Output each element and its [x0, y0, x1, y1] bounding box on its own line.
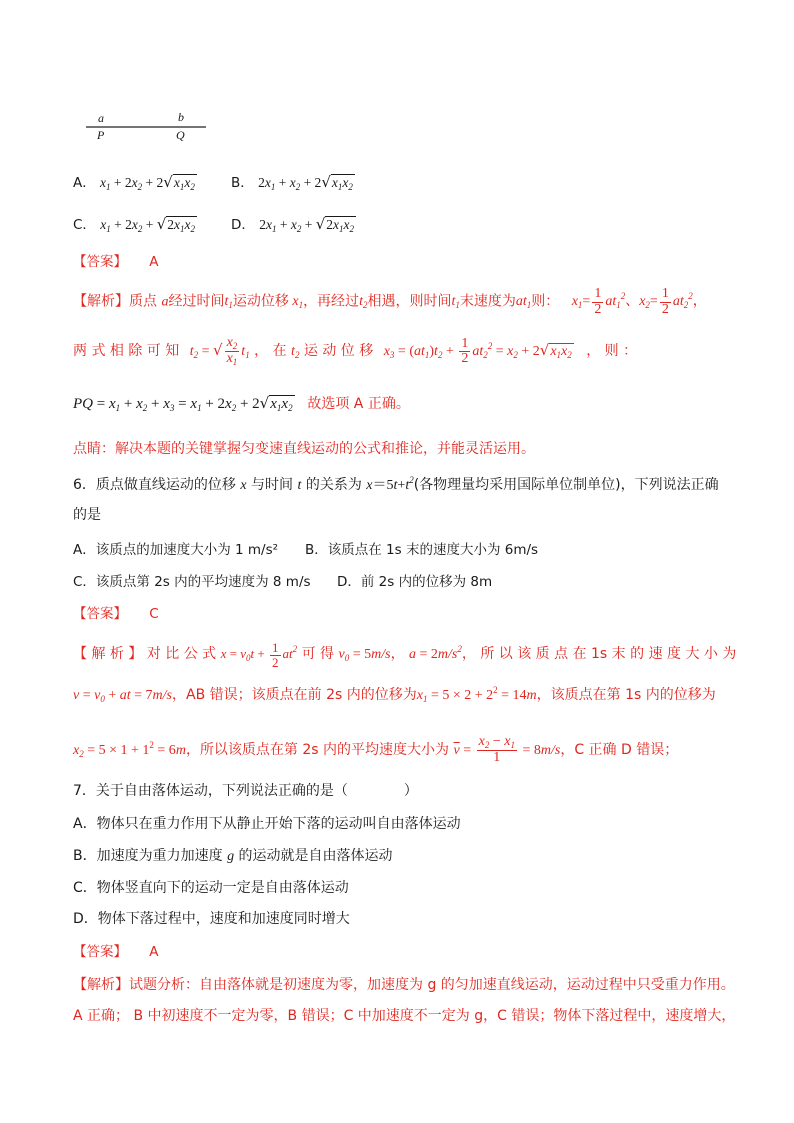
q6-formula-vbar: $\overline{v}$ = $\frac{x_2 - x_1}{1}$ = 8m/s — [453, 734, 561, 766]
label-a: a — [98, 111, 104, 125]
q6-formula-general: $x = v_0t$ + $\frac{1}{2}$ $at^2$ — [220, 640, 298, 670]
q6-stem-line1: 6．质点做直线运动的位移 x 与时间 t 的关系为 $x=5t+t^2$(各物理量均采用国际单位制单位)，下列说法正确 — [73, 475, 719, 493]
q6-answer — [73, 602, 159, 622]
q6-analysis-text: ，AB 错误；该质点在前 2s 内的位移为 — [172, 687, 417, 703]
q5-analysis-text: 质点 — [129, 293, 157, 310]
q5-analysis-text: 运 动 位 移 — [303, 343, 374, 360]
label-P: P — [97, 128, 105, 142]
q5-answer-label: 【答案】 — [73, 254, 127, 270]
q7-stem: 7．关于自由落体运动，下列说法正确的是（ ） — [73, 783, 418, 799]
q5-formula-t2: $t_2$ = √ $\frac{x_2}{x_1}$ $t_1$ — [189, 335, 250, 368]
q6-formula-v0: $v_0 = 5m/s$ — [338, 647, 391, 664]
q5-option-c-prefix: C． — [73, 217, 96, 233]
q7-analysis-line1 — [73, 974, 735, 994]
q5-option-c — [73, 213, 197, 234]
q6-option-a: A．该质点的加速度大小为 1 m/s² — [73, 542, 279, 558]
q5-analysis-text: 经过时间 — [168, 293, 225, 310]
q7-answer-label: 【答案】 — [73, 944, 127, 960]
q5-option-b-prefix: B． — [231, 175, 254, 191]
q5-tip-text: 解决本题的关键掌握匀变速直线运动的公式和推论，并能灵活运用。 — [115, 441, 535, 457]
q6-relation: $x=5t+t^2$ — [366, 475, 414, 493]
q6-analysis-text: ，C 正确 D 错误； — [560, 741, 679, 758]
q5-analysis-text: 运动位移 — [232, 293, 289, 310]
q5-analysis-text: 相遇，则时间 — [367, 293, 452, 310]
q6-answer-value: C — [149, 606, 159, 622]
q6-stem-line2: 的是 — [73, 507, 101, 523]
q5-analysis-text: ，再经过 — [303, 293, 360, 310]
q5-analysis-text: ， 在 — [254, 343, 287, 360]
q5-answer — [73, 250, 159, 270]
q5-answer-value: A — [149, 254, 159, 270]
q6-stem-text: 6．质点做直线运动的位移 — [73, 477, 236, 493]
q6-analysis-line2 — [73, 684, 716, 704]
q6-analysis-line1 — [73, 641, 736, 669]
q6-stem-text: 与时间 — [251, 477, 294, 493]
q7-analysis-line2: A 正确； B 中初速度不一定为零，B 错误；C 中加速度不一定为 g，C 错误；物体下落过程中，速度增大， — [73, 1008, 736, 1024]
q6-analysis-label: 【 解 析 】 — [73, 646, 143, 663]
q5-option-d — [231, 213, 356, 234]
q7-answer — [73, 940, 159, 960]
q5-analysis-conclusion: 故选项 A 正确。 — [307, 396, 410, 412]
q6-option-d: D．前 2s 内的位移为 8m — [337, 574, 493, 590]
q6-option-b: B．该质点在 1s 末的速度大小为 6m/s — [305, 542, 539, 558]
label-Q: Q — [176, 128, 185, 142]
q6-analysis-text: ，该质点在第 1s 内的位移为 — [536, 687, 716, 703]
q7-analysis-text: 试题分析：自由落体就是初速度为零，加速度为 g 的匀加速直线运动，运动过程中只受重力作用。 — [129, 977, 735, 993]
q6-analysis-text: ，所以该质点在第 2s 内的平均速度大小为 — [185, 741, 450, 758]
q5-option-b-formula: $2x_1 + x_2 + 2√x_1x_2$ — [258, 173, 353, 192]
q6-stem-text: 的关系为 — [305, 477, 362, 493]
q5-formula-x3: $x_3 = (at_1)t_2$ + $\frac{1}{2}$ $at_2^2 = x_2 + 2√x_1x_2$ — [383, 335, 572, 367]
q6-formula-x1: $x_1 = 5 \times 2 + 2^2 = 14m$ — [416, 685, 537, 704]
q7-option-b: B．加速度为重力加速度 g 的运动就是自由落体运动 — [73, 848, 393, 864]
q6-analysis-text: ， — [390, 646, 405, 663]
q5-analysis-text: 两 式 相 除 可 知 — [73, 343, 180, 360]
q5-option-d-prefix: D． — [231, 217, 255, 233]
q5-option-a — [73, 171, 197, 192]
q5-analysis-text: ， 则 ： — [586, 343, 638, 360]
q6-analysis-line3 — [73, 735, 678, 766]
q5-analysis-line1: 【解析】质点 a经过时间$t_1$运动位移 $x_1$，再经过$t_2$相遇，则时间$t_1$末速度为$at_1$则： $x_1=$ $\frac{1}{2}$ $at_1^2$、$x_2=$ $\frac{1}{2}$ $at_2^2$， — [73, 286, 707, 317]
q6-formula-x2: $x_2 = 5 \times 1 + 1^2 = 6m$ — [73, 739, 186, 759]
q6-analysis-text: 对 比 公 式 — [146, 646, 217, 663]
q5-option-c-formula: $x_1 + 2x_2 + √2x_1x_2$ — [100, 215, 196, 234]
q6-formula-a: $a = 2m/s^2$ — [409, 644, 462, 663]
q6-formula-v: $v = v_0$ + at = 7m/s — [73, 688, 172, 704]
q5-analysis-line2: 两 式 相 除 可 知 $t_2$ = √ $\frac{x_2}{x_1}$ $t_1$ ， 在 $t_2$ 运 动 位 移 $x_3 = (at_1)t_2$ + $\frac{1}{2}$ $at_2^2 = x_2 + 2√x_1x_2$ ， 则 ： — [73, 335, 638, 368]
q7-option-a: A．物体只在重力作用下从静止开始下落的运动叫自由落体运动 — [73, 816, 461, 832]
q7-answer-value: A — [149, 944, 159, 960]
q5-option-a-formula: $x_1 + 2x_2 + 2√x_1x_2$ — [100, 173, 195, 192]
q5-analysis-text: 则： — [531, 293, 560, 310]
q6-answer-label: 【答案】 — [73, 606, 127, 622]
q7-option-b-text: 的运动就是自由落体运动 — [238, 848, 393, 864]
q5-analysis-label: 【解析】 — [73, 293, 129, 310]
q6-stem-text: (各物理量均采用国际单位制单位)，下列说法正确 — [413, 477, 719, 493]
q5-option-b — [231, 171, 355, 192]
q7-option-b-text: B．加速度为重力加速度 — [73, 848, 223, 864]
q5-analysis-text: 末速度为 — [459, 293, 516, 310]
q7-option-d: D．物体下落过程中，速度和加速度同时增大 — [73, 911, 350, 927]
q6-analysis-text: 可 得 — [301, 646, 335, 663]
q5-option-a-prefix: A． — [73, 175, 96, 191]
label-b: b — [178, 110, 184, 124]
q6-option-c: C．该质点第 2s 内的平均速度为 8 m/s — [73, 574, 311, 590]
q5-tip-label: 点睛： — [73, 441, 115, 457]
q5-analysis-line3 — [73, 393, 410, 413]
q7-analysis-label: 【解析】 — [73, 977, 129, 993]
q5-option-d-formula: $2x_1 + x_2 + √2x_1x_2$ — [259, 215, 355, 234]
q5-formula-pq: PQ = $x_1 + x_2 + x_3 = x_1 + 2x_2 + 2√x_1x_2$ — [73, 394, 293, 413]
q5-tip — [73, 438, 535, 458]
q6-analysis-text: ， 所 以 该 质 点 在 1s 末 的 速 度 大 小 为 — [461, 646, 737, 663]
q5-formula-x1: $x_1=$ $\frac{1}{2}$ $at_1^2$、$x_2=$ $\frac{1}{2}$ $at_2^2$， — [571, 286, 707, 317]
q7-option-c: C．物体竖直向下的运动一定是自由落体运动 — [73, 880, 349, 896]
